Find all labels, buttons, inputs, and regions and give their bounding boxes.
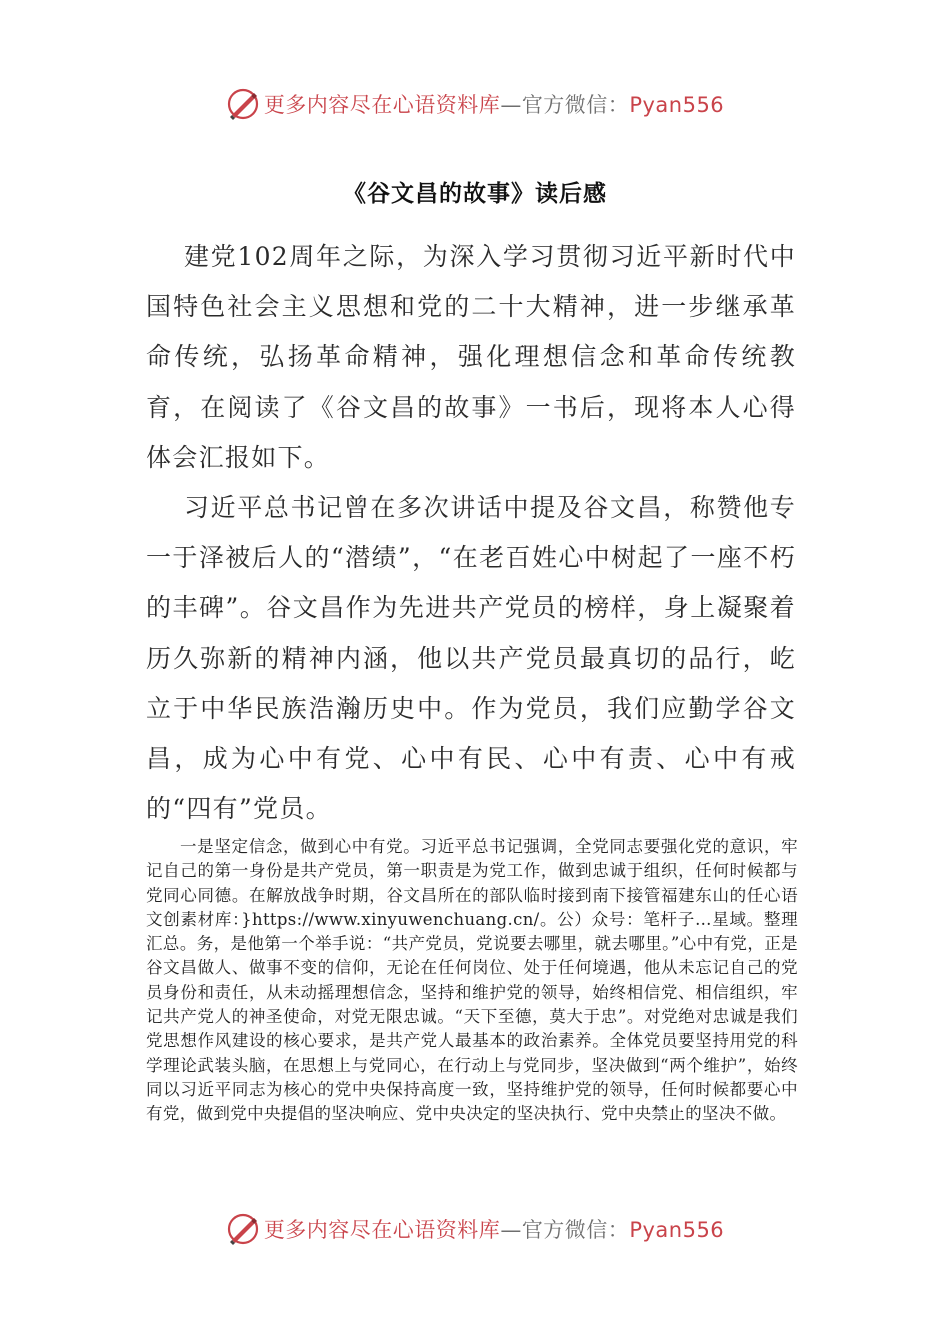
banner-wechat-id: Pyan556 [629, 93, 725, 117]
document-title: 《谷文昌的故事》读后感 [343, 181, 607, 207]
footer-banner [0, 1209, 950, 1249]
pen-circle-icon [226, 1212, 260, 1246]
paragraph-intro: 建党102周年之际，为深入学习贯彻习近平新时代中国特色社会主义思想和党的二十大精神，进一步继承革命传统，弘扬革命精神，强化理想信念和革命传统教育，在阅读了《谷文昌的故事》一书后，现将本人心得体会汇报如下。 [146, 242, 796, 472]
banner-site-name: 更多内容尽在心语资料库 [263, 1218, 501, 1242]
banner-text [264, 89, 724, 119]
header-banner [0, 84, 950, 124]
banner-site-name: 更多内容尽在心语资料库 [263, 93, 501, 117]
pen-circle-icon [226, 87, 260, 121]
banner-text [264, 1214, 724, 1244]
paragraph-firm-belief: 一是坚定信念，做到心中有党。习近平总书记强调，全党同志要强化党的意识，牢记自己的第一身份是共产党员，第一职责是为党工作，做到忠诚于组织，任何时候都与党同心同德。在解放战争时期，谷文昌所在的部队临时接到南下接管福建东山的任心语文创素材库：}https://www.xinyuwenchuang.cn/。公）众号：笔杆子…星域。整理汇总。务，是他第一个举手说：“共产党员，党说要去哪里，就去哪里。”心中有党，正是谷文昌做人、做事不变的信仰，无论在任何岗位、处于任何境遇，他从未忘记自己的党员身份和责任，从未动摇理想信念，坚持和维护党的领导，始终相信党、相信组织，牢记共产党人的神圣使命，对党无限忠诚。“天下至德，莫大于忠”。对党绝对忠诚是我们党思想作风建设的核心要求，是共产党人最基本的政治素养。全体党员要坚持用党的科学理论武装头脑，在思想上与党同心，在行动上与党同步，坚决做到“两个维护”，始终同以习近平同志为核心的党中央保持高度一致，坚持维护党的领导，任何时候都要心中有党，做到党中央提倡的坚决响应、党中央决定的坚决执行、党中央禁止的坚决不做。 [146, 837, 798, 1124]
banner-wechat-label: —官方微信： [500, 93, 630, 117]
banner-wechat-label: —官方微信： [500, 1218, 630, 1242]
paragraph-praise: 习近平总书记曾在多次讲话中提及谷文昌，称赞他专一于泽被后人的“潜绩”，“在老百姓心中树起了一座不朽的丰碑”。谷文昌作为先进共产党员的榜样，身上凝聚着历久弥新的精神内涵，他以共产党员最真切的品行，屹立于中华民族浩瀚历史中。作为党员，我们应勤学谷文昌，成为心中有党、心中有民、心中有责、心中有戒的“四有”党员。 [146, 493, 796, 824]
banner-wechat-id: Pyan556 [629, 1218, 725, 1242]
